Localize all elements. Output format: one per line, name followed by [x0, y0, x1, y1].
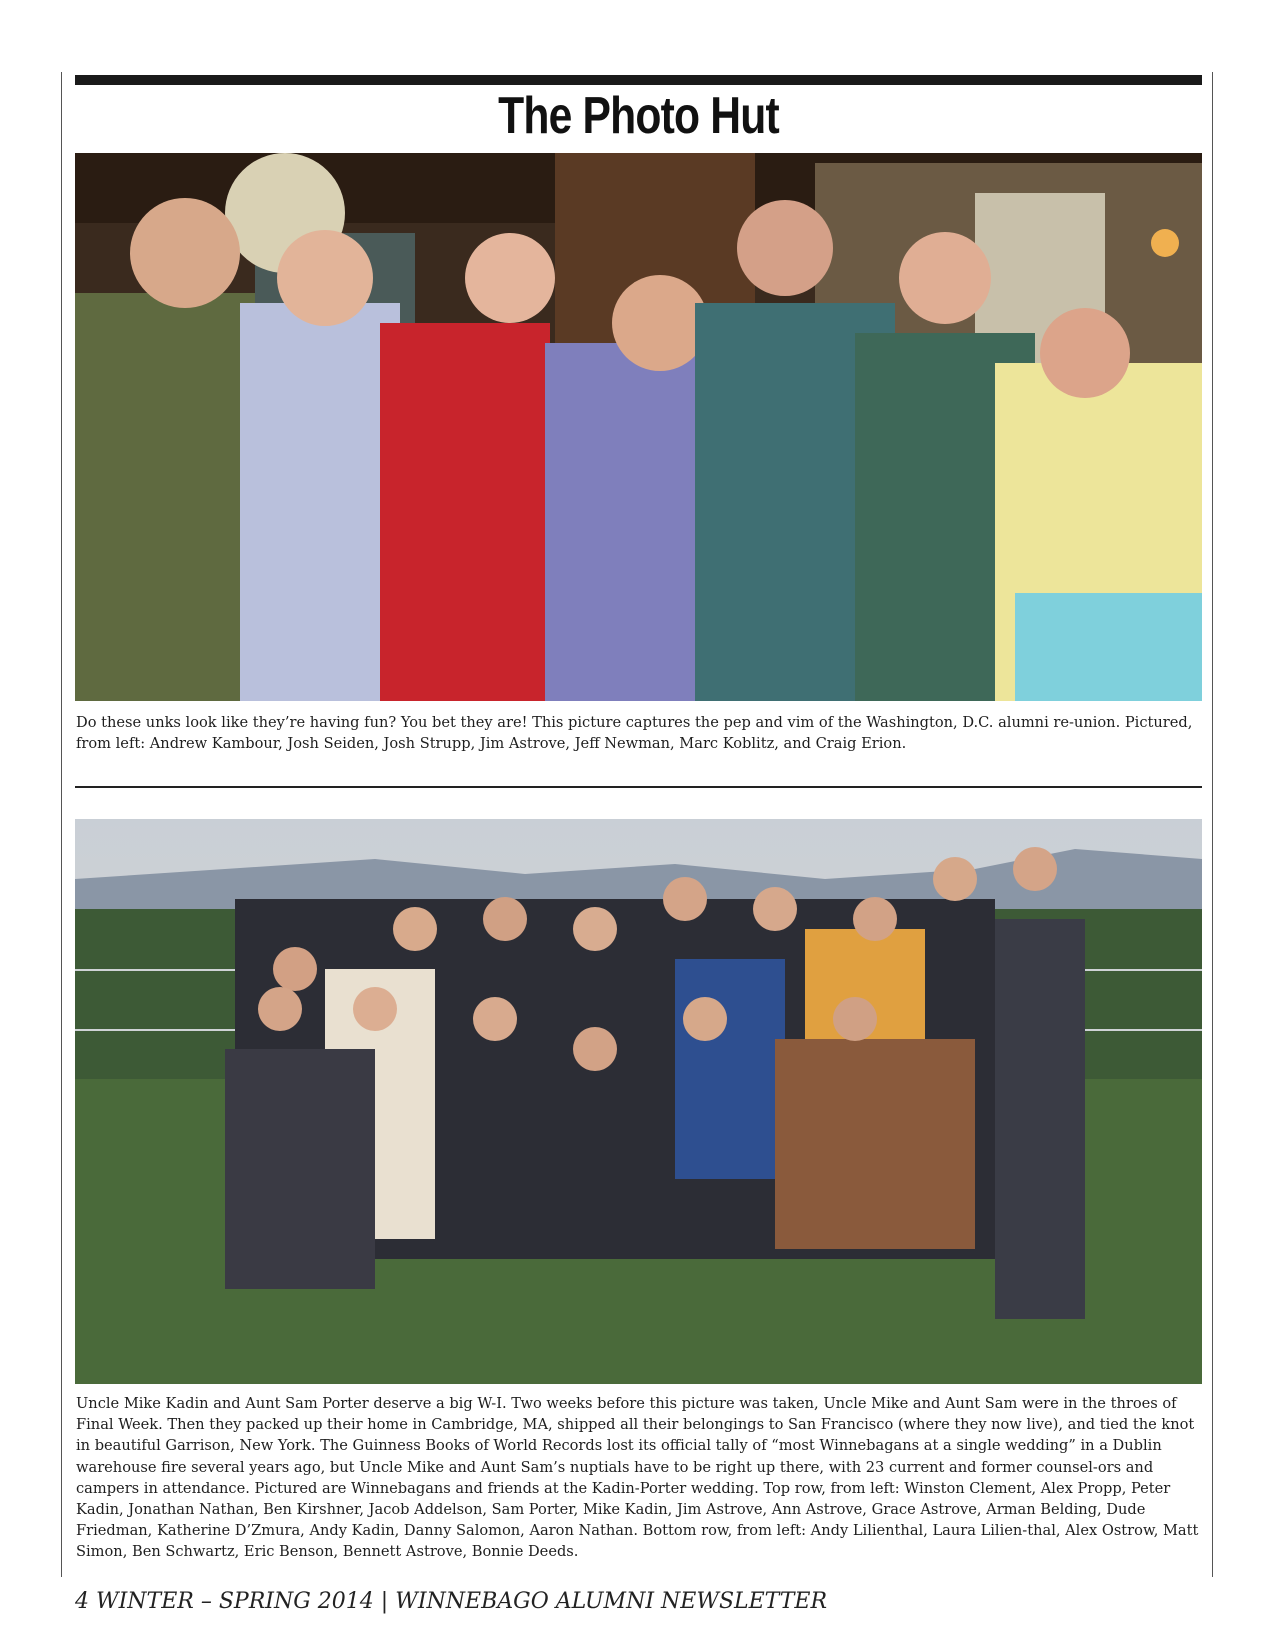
reunion-photo	[75, 153, 1202, 701]
header-bar	[75, 75, 1202, 85]
left-column-rule	[61, 72, 62, 1577]
right-column-rule	[1212, 72, 1213, 1577]
page-footer	[75, 1589, 827, 1614]
page-number: 4	[75, 1589, 89, 1614]
section-divider	[75, 786, 1202, 788]
wedding-caption: Uncle Mike Kadin and Aunt Sam Porter deserve a big W-I. Two weeks before this picture was taken, Uncle Mike and Aunt Sam were in the throes of Final Week. Then they packed up their home in Cambridge, MA, shipped all their belongings to San Francisco (where they now live), and tied the knot in beautiful Garrison, New York. The Guinness Books of World Records lost its official tally of “most Winnebagans at a single wedding” in a Dublin warehouse fire several years ago, but Uncle Mike and Aunt Sam’s nuptials have to be right up there, with 23 current and former counsel-ors and campers in attendance. Pictured are Winnebagans and friends at the Kadin-Porter wedding. Top row, from left: Winston Clement, Alex Propp, Peter Kadin, Jonathan Nathan, Ben Kirshner, Jacob Addelson, Sam Porter, Mike Kadin, Jim Astrove, Ann Astrove, Grace Astrove, Arman Belding, Dude Friedman, Katherine D’Zmura, Andy Kadin, Danny Salomon, Aaron Nathan. Bottom row, from left: Andy Lilienthal, Laura Lilien-thal, Alex Ostrow, Matt Simon, Ben Schwartz, Eric Benson, Bennett Astrove, Bonnie Deeds.	[76, 1395, 1199, 1561]
publication-name: WINNEBAGO ALUMNI NEWSLETTER	[395, 1589, 828, 1614]
footer-separator: |	[380, 1589, 389, 1614]
reunion-caption: Do these unks look like they’re having fun? You bet they are! This picture captures the pep and vim of the Washington, D.C. alumni re-union. Pictured, from left: Andrew Kambour, Josh Seiden, Josh Strupp, Jim Astrove, Jeff Newman, Marc Koblitz, and Craig Erion.	[76, 714, 1193, 753]
wedding-photo	[75, 819, 1202, 1384]
page-title: The Photo Hut	[498, 87, 779, 145]
issue-label: WINTER – SPRING 2014	[96, 1589, 374, 1614]
